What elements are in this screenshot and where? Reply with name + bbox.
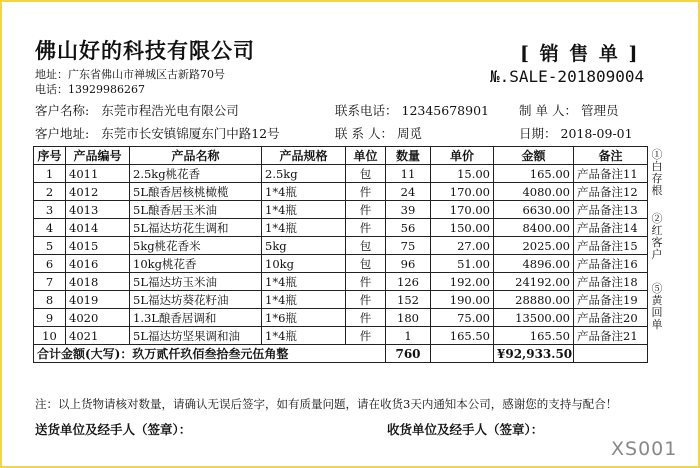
- column-header: 产品名称: [130, 147, 262, 165]
- table-cell: 产品备注16: [574, 255, 648, 273]
- table-cell: 4016: [66, 255, 130, 273]
- table-cell: 4014: [66, 219, 130, 237]
- column-header: 产品规格: [262, 147, 346, 165]
- date-label: 日期：: [519, 126, 557, 141]
- table-cell: 75: [386, 237, 431, 255]
- table-cell: 4080.00: [494, 183, 574, 201]
- table-cell: 13500.00: [494, 309, 574, 327]
- table-cell: 150.00: [431, 219, 494, 237]
- table-row: [34, 201, 648, 219]
- customer-phone-row: [335, 101, 489, 119]
- table-cell: 6: [34, 255, 66, 273]
- table-cell: 5L酿香居核桃橄榄: [130, 183, 262, 201]
- company-phone: 电话：13929986267: [35, 83, 145, 96]
- table-cell: 75.00: [431, 309, 494, 327]
- table-cell: 产品备注18: [574, 273, 648, 291]
- table-cell: 28880.00: [494, 291, 574, 309]
- customer-phone: 12345678901: [401, 103, 489, 118]
- table-cell: 4015: [66, 237, 130, 255]
- table-cell: 4011: [66, 165, 130, 183]
- table-row: [34, 309, 648, 327]
- maker-row: [519, 101, 618, 119]
- table-cell: 3: [34, 201, 66, 219]
- table-cell: 10kg: [262, 255, 346, 273]
- customer-name-label: 客户名称:: [35, 103, 90, 118]
- table-cell: 包: [346, 255, 386, 273]
- table-cell: 7: [34, 273, 66, 291]
- table-cell: 4020: [66, 309, 130, 327]
- table-cell: 1*4瓶: [262, 201, 346, 219]
- table-cell: 192.00: [431, 273, 494, 291]
- table-cell: 4021: [66, 327, 130, 345]
- table-cell: 1*4瓶: [262, 327, 346, 345]
- table-cell: 产品备注15: [574, 237, 648, 255]
- date: 2018-09-01: [560, 126, 633, 141]
- table-cell: 165.50: [431, 327, 494, 345]
- table-cell: 包: [346, 237, 386, 255]
- table-cell: 51.00: [431, 255, 494, 273]
- table-cell: 2025.00: [494, 237, 574, 255]
- table-cell: 1*4瓶: [262, 219, 346, 237]
- table-cell: 1: [34, 165, 66, 183]
- maker: 管理员: [580, 103, 619, 118]
- copy-white: ①白存根: [651, 148, 663, 197]
- copy-red: ②红客户: [651, 212, 663, 261]
- table-cell: 产品备注19: [574, 291, 648, 309]
- table-cell: 5L福达坊葵花籽油: [130, 291, 262, 309]
- table-cell: 1*4瓶: [262, 183, 346, 201]
- table-cell: 产品备注11: [574, 165, 648, 183]
- table-body: [34, 165, 648, 345]
- table-cell: 9: [34, 309, 66, 327]
- table-cell: 产品备注13: [574, 201, 648, 219]
- table-cell: 产品备注20: [574, 309, 648, 327]
- total-remark: [574, 345, 648, 363]
- template-code: XS001: [611, 438, 678, 460]
- table-row: [34, 327, 648, 345]
- table-row: [34, 273, 648, 291]
- table-cell: 件: [346, 219, 386, 237]
- column-header: 备注: [574, 147, 648, 165]
- items-table: [33, 146, 648, 363]
- receiver-signature: 收货单位及经手人（签章）：: [387, 422, 544, 437]
- table-cell: 4013: [66, 201, 130, 219]
- table-cell: 56: [386, 219, 431, 237]
- copy-yellow: ⑤黄回单: [651, 282, 663, 331]
- total-quantity: 760: [386, 345, 431, 363]
- customer-name-row: [35, 101, 239, 119]
- table-cell: 4896.00: [494, 255, 574, 273]
- table-row: [34, 165, 648, 183]
- table-cell: 产品备注12: [574, 183, 648, 201]
- table-cell: 4: [34, 219, 66, 237]
- table-cell: 件: [346, 183, 386, 201]
- total-spacer: [431, 345, 494, 363]
- document-number: №.SALE-201809004: [490, 67, 645, 86]
- table-cell: 10: [34, 327, 66, 345]
- table-cell: 170.00: [431, 201, 494, 219]
- date-row: [519, 124, 633, 142]
- table-cell: 24: [386, 183, 431, 201]
- table-cell: 5kg: [262, 237, 346, 255]
- customer-address-row: [35, 124, 280, 142]
- footer-note: 注：以上货物请核对数量，请确认无误后签字，如有质量问题，请在收货3天内通知本公司，感谢您的支持与配合！: [35, 397, 618, 411]
- column-header: 金额: [494, 147, 574, 165]
- table-cell: 件: [346, 201, 386, 219]
- customer-address: 东莞市长安镇锦厦东门中路12号: [101, 126, 280, 141]
- table-cell: 件: [346, 327, 386, 345]
- table-cell: 6630.00: [494, 201, 574, 219]
- table-cell: 1: [386, 327, 431, 345]
- table-cell: 27.00: [431, 237, 494, 255]
- table-cell: 1*4瓶: [262, 291, 346, 309]
- table-cell: 8400.00: [494, 219, 574, 237]
- table-cell: 4019: [66, 291, 130, 309]
- maker-label: 制 单 人：: [519, 103, 577, 118]
- column-header: 单价: [431, 147, 494, 165]
- table-cell: 165.00: [494, 165, 574, 183]
- customer-contact: 周觅: [396, 126, 422, 141]
- total-amount: ¥92,933.50: [494, 345, 574, 363]
- customer-contact-row: [335, 124, 422, 142]
- table-row: [34, 291, 648, 309]
- table-cell: 件: [346, 291, 386, 309]
- column-header: 单位: [346, 147, 386, 165]
- table-cell: 126: [386, 273, 431, 291]
- table-cell: 4018: [66, 273, 130, 291]
- table-row: [34, 255, 648, 273]
- table-cell: 165.50: [494, 327, 574, 345]
- table-header-row: [34, 147, 648, 165]
- table-cell: 152: [386, 291, 431, 309]
- column-header: 产品编号: [66, 147, 130, 165]
- company-address: 地址：广东省佛山市禅城区古新路70号: [35, 68, 225, 81]
- customer-phone-label: 联系电话：: [335, 103, 398, 118]
- table-row: [34, 237, 648, 255]
- table-cell: 5L福达坊坚果调和油: [130, 327, 262, 345]
- table-cell: 190.00: [431, 291, 494, 309]
- table-cell: 5kg桃花香米: [130, 237, 262, 255]
- total-label: 合计金额(大写)：玖万贰仟玖佰叁拾叁元伍角整: [34, 345, 386, 363]
- total-row: [34, 345, 648, 363]
- table-cell: 产品备注14: [574, 219, 648, 237]
- table-cell: 15.00: [431, 165, 494, 183]
- table-cell: 2.5kg桃花香: [130, 165, 262, 183]
- table-cell: 180: [386, 309, 431, 327]
- document-title: [ 销 售 单 ]: [520, 43, 640, 65]
- table-cell: 5L福达坊花生调和: [130, 219, 262, 237]
- customer-address-label: 客户地址:: [35, 126, 90, 141]
- company-name: 佛山好的科技有限公司: [35, 38, 255, 63]
- sender-signature: 送货单位及经手人（签章）：: [35, 422, 192, 437]
- column-header: 序号: [34, 147, 66, 165]
- table-cell: 1*6瓶: [262, 309, 346, 327]
- column-header: 数量: [386, 147, 431, 165]
- table-cell: 1*4瓶: [262, 273, 346, 291]
- table-row: [34, 183, 648, 201]
- table-cell: 170.00: [431, 183, 494, 201]
- customer-name: 东莞市程浩光电有限公司: [101, 103, 239, 118]
- table-cell: 件: [346, 273, 386, 291]
- table-cell: 10kg桃花香: [130, 255, 262, 273]
- table-row: [34, 219, 648, 237]
- table-cell: 5: [34, 237, 66, 255]
- table-cell: 包: [346, 165, 386, 183]
- customer-contact-label: 联 系 人：: [335, 126, 393, 141]
- table-cell: 4012: [66, 183, 130, 201]
- table-cell: 8: [34, 291, 66, 309]
- table-cell: 2: [34, 183, 66, 201]
- table-cell: 1.3L酿香居调和: [130, 309, 262, 327]
- table-cell: 11: [386, 165, 431, 183]
- table-cell: 24192.00: [494, 273, 574, 291]
- table-cell: 产品备注21: [574, 327, 648, 345]
- table-cell: 2.5kg: [262, 165, 346, 183]
- table-cell: 件: [346, 309, 386, 327]
- table-cell: 5L福达坊玉米油: [130, 273, 262, 291]
- table-cell: 5L酿香居玉米油: [130, 201, 262, 219]
- table-cell: 96: [386, 255, 431, 273]
- table-cell: 39: [386, 201, 431, 219]
